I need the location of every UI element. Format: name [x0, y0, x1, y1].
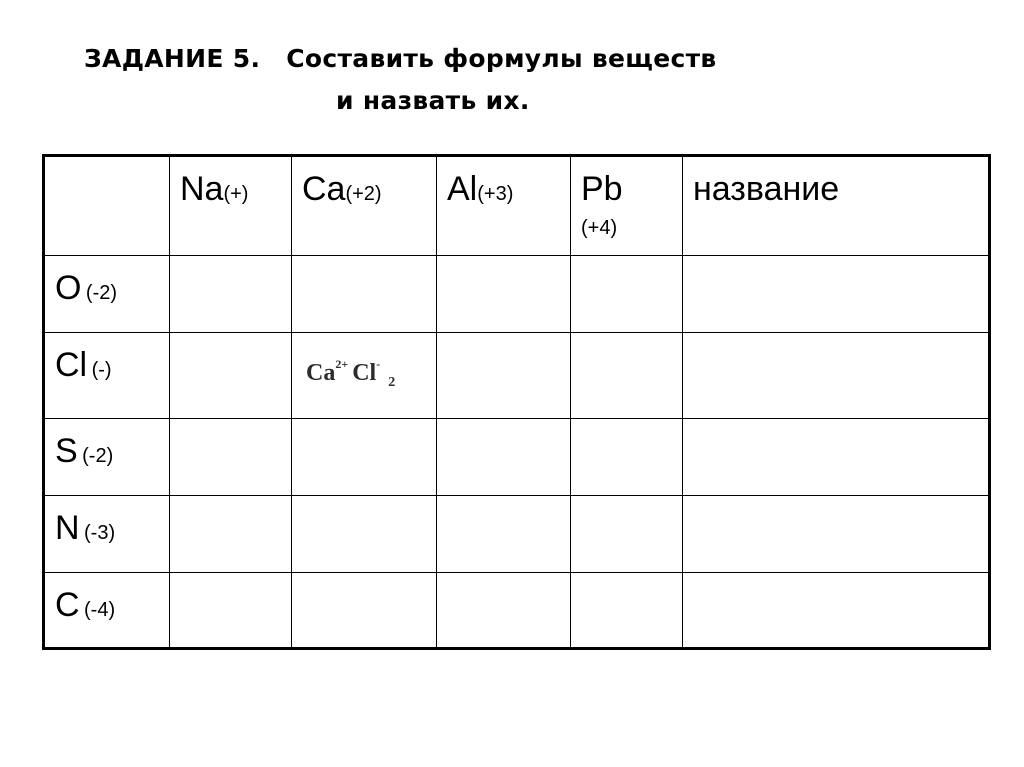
header-name-label: название: [693, 170, 840, 208]
header-cell-na: [170, 156, 292, 256]
row-symbol: N: [55, 509, 80, 547]
formula-cation: Ca: [306, 360, 336, 386]
answer-cell[interactable]: [170, 256, 292, 333]
row-charge: (-2): [82, 445, 114, 467]
task-instruction-line1: Составить формулы веществ: [286, 44, 717, 73]
table-row: [44, 419, 990, 496]
answer-cell[interactable]: [170, 573, 292, 649]
answer-cell-ca-cl[interactable]: [292, 333, 437, 419]
answer-cell[interactable]: [437, 419, 571, 496]
answer-cell[interactable]: [170, 419, 292, 496]
row-charge: (-4): [84, 599, 116, 621]
header-symbol: Pb: [581, 170, 623, 208]
answer-cell[interactable]: [571, 573, 683, 649]
answer-cell[interactable]: [437, 256, 571, 333]
answer-cell[interactable]: [437, 573, 571, 649]
name-cell[interactable]: [683, 256, 990, 333]
table-row: [44, 573, 990, 649]
header-cell-name: [683, 156, 990, 256]
header-charge: (+3): [477, 183, 514, 205]
row-label-c: [44, 573, 170, 649]
answer-cell[interactable]: [437, 333, 571, 419]
header-symbol: Na: [180, 170, 224, 208]
header-cell-ca: [292, 156, 437, 256]
row-label-o: [44, 256, 170, 333]
row-charge: (-): [91, 359, 112, 381]
name-cell[interactable]: [683, 496, 990, 573]
answer-cell[interactable]: [292, 573, 437, 649]
answer-cell[interactable]: [571, 496, 683, 573]
table-header-row: [44, 156, 990, 256]
formula-anion-charge: -: [376, 357, 381, 371]
example-formula: [306, 357, 395, 391]
answer-cell[interactable]: [571, 256, 683, 333]
task-title: [84, 38, 717, 122]
row-label-n: [44, 496, 170, 573]
header-symbol: Ca: [302, 170, 346, 208]
header-symbol: Al: [447, 170, 478, 208]
name-cell[interactable]: [683, 419, 990, 496]
row-charge: (-2): [85, 282, 118, 304]
formula-anion: Cl: [352, 360, 377, 386]
table-row: [44, 496, 990, 573]
row-symbol: Cl: [55, 346, 88, 384]
name-cell[interactable]: [683, 573, 990, 649]
header-corner-cell: [44, 156, 170, 256]
answer-cell[interactable]: [292, 419, 437, 496]
formula-cation-charge: 2+: [335, 357, 349, 371]
answer-cell[interactable]: [292, 496, 437, 573]
answer-cell[interactable]: [437, 496, 571, 573]
row-symbol: O: [55, 269, 82, 307]
answer-cell[interactable]: [571, 333, 683, 419]
answer-cell[interactable]: [170, 496, 292, 573]
answer-cell[interactable]: [170, 333, 292, 419]
row-label-cl: [44, 333, 170, 419]
header-charge: (+4): [581, 217, 618, 239]
row-charge: (-3): [84, 522, 116, 544]
header-charge: (+): [223, 183, 249, 205]
formula-table: [42, 154, 991, 650]
row-label-s: [44, 419, 170, 496]
row-symbol: C: [55, 586, 80, 624]
table-row: [44, 256, 990, 333]
answer-cell[interactable]: [292, 256, 437, 333]
header-cell-pb: [571, 156, 683, 256]
header-cell-al: [437, 156, 571, 256]
task-title-line1: [84, 38, 717, 80]
answer-cell[interactable]: [571, 419, 683, 496]
name-cell[interactable]: [683, 333, 990, 419]
header-charge: (+2): [345, 183, 382, 205]
row-symbol: S: [55, 432, 78, 470]
task-instruction-line2: и назвать их.: [336, 86, 530, 115]
task-number: ЗАДАНИЕ 5.: [84, 44, 261, 73]
table-row: [44, 333, 990, 419]
formula-index: 2: [388, 375, 396, 390]
